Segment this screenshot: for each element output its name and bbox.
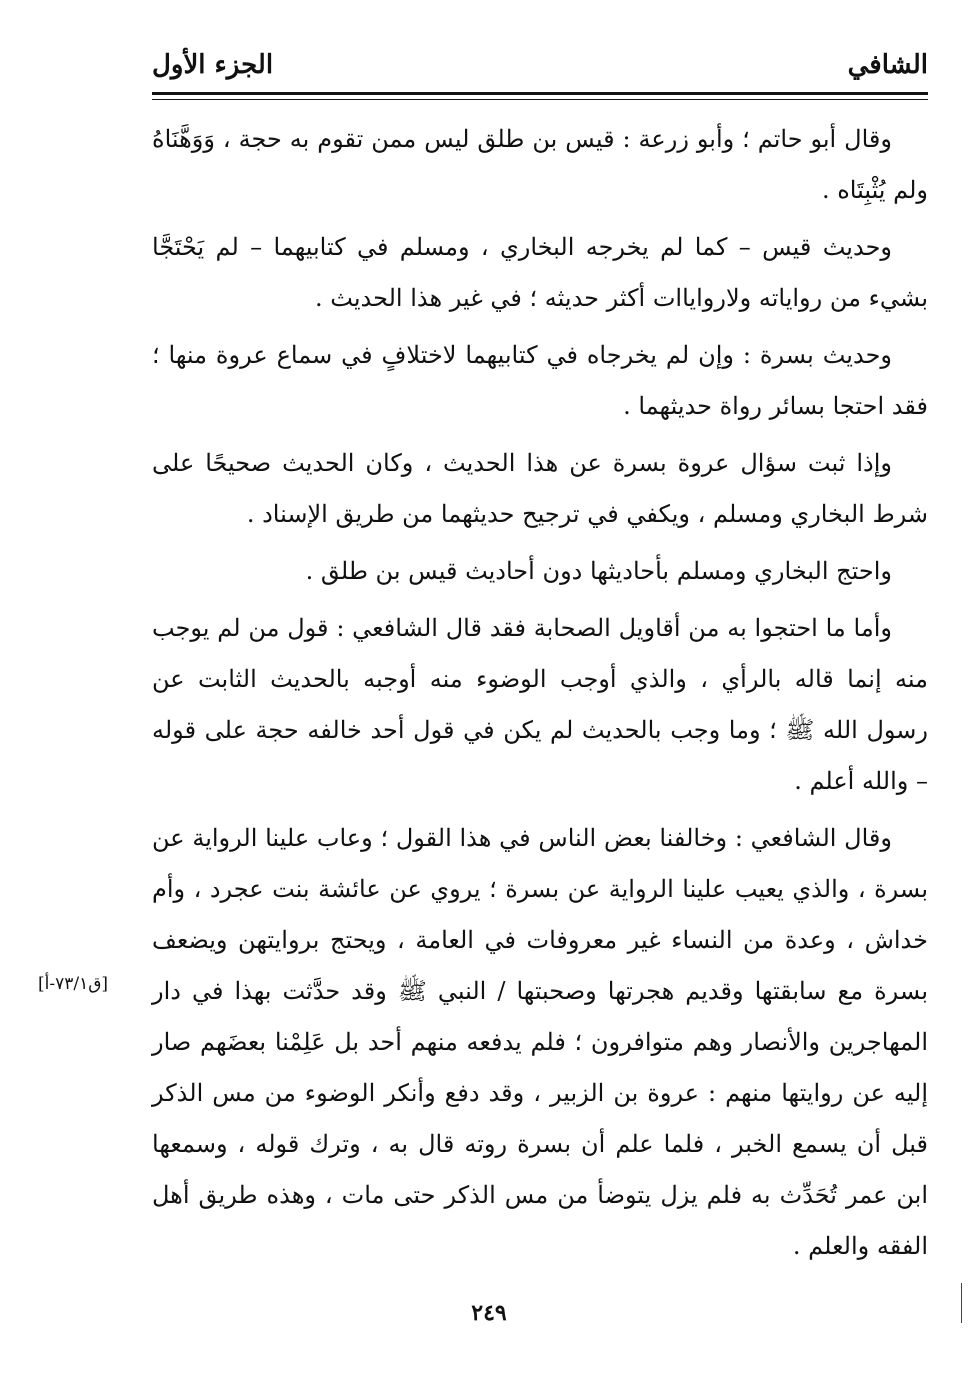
paragraph-5: واحتج البخاري ومسلم بأحاديثها دون أحاديث قيس بن طلق . xyxy=(305,557,892,585)
header-book-title: الشافي xyxy=(847,50,928,80)
paragraph-4: وإذا ثبت سؤال عروة بسرة عن هذا الحديث ، وكان الحديث صحيحًا على شرط البخاري ومسلم ، ويكفي في ترجيح حديثهما من طريق الإسناد . xyxy=(152,449,928,528)
paragraph-2: وحديث قيس – كما لم يخرجه البخاري ، ومسلم في كتابيهما – لم يَحْتَجَّا بشيء من رواياته ولارواياات أكثر حديثه ؛ في غير هذا الحديث . xyxy=(152,233,928,312)
paragraph-1: وقال أبو حاتم ؛ وأبو زرعة : قيس بن طلق ليس ممن تقوم به حجة ، وَوَهَّنَاهُ ولم يُثْبِتَاه . xyxy=(152,125,928,204)
page-number: ٢٤٩ xyxy=(471,1300,507,1326)
manuscript-folio-note: [ق۷۳/۱-أ] xyxy=(38,974,109,994)
header-rule-thick xyxy=(152,92,928,95)
running-header xyxy=(152,44,928,90)
header-rule-thin xyxy=(152,99,928,100)
paragraph-3: وحديث بسرة : وإن لم يخرجاه في كتابيهما لاختلافٍ في سماع عروة منها ؛ فقد احتجا بسائر رواة حديثهما . xyxy=(152,341,928,420)
scan-edge-mark xyxy=(961,1283,962,1323)
main-text xyxy=(152,114,928,1278)
paragraph-6: وأما ما احتجوا به من أقاويل الصحابة فقد قال الشافعي : قول من لم يوجب منه إنما قاله بالرأي ، والذي أوجب الوضوء منه أوجبه بالحديث الثابت عن رسول الله ﷺ ؛ وما وجب بالحديث لم يكن في قول أحد خالفه حجة على قوله – والله أعلم . xyxy=(152,614,928,795)
header-part-label: الجزء الأول xyxy=(152,50,274,80)
paragraph-7: وقال الشافعي : وخالفنا بعض الناس في هذا القول ؛ وعاب علينا الرواية عن بسرة ، والذي يعيب علينا الرواية عن بسرة ؛ يروي عن عائشة بنت عجرد ، وأم خداش ، وعدة من النساء غير معروفات في العامة ، ويحتج بروايتهن ويضعف بسرة مع سابقتها وقديم هجرتها وصحبتها / النبي ﷺ وقد حدَّثت بهذا في دار المهاجرين والأنصار وهم متوافرون ؛ فلم يدفعه منهم أحد بل عَلِمْنا بعضَهم صار إليه عن روايتها منهم : عروة بن الزبير ، وقد دفع وأنكر الوضوء من مس الذكر قبل أن يسمع الخبر ، فلما علم أن بسرة روته قال به ، وترك قوله ، وسمعها ابن عمر تُحَدِّث به فلم يزل يتوضأ من مس الذكر حتى مات ، وهذه طريق أهل الفقه والعلم . xyxy=(152,824,929,1260)
